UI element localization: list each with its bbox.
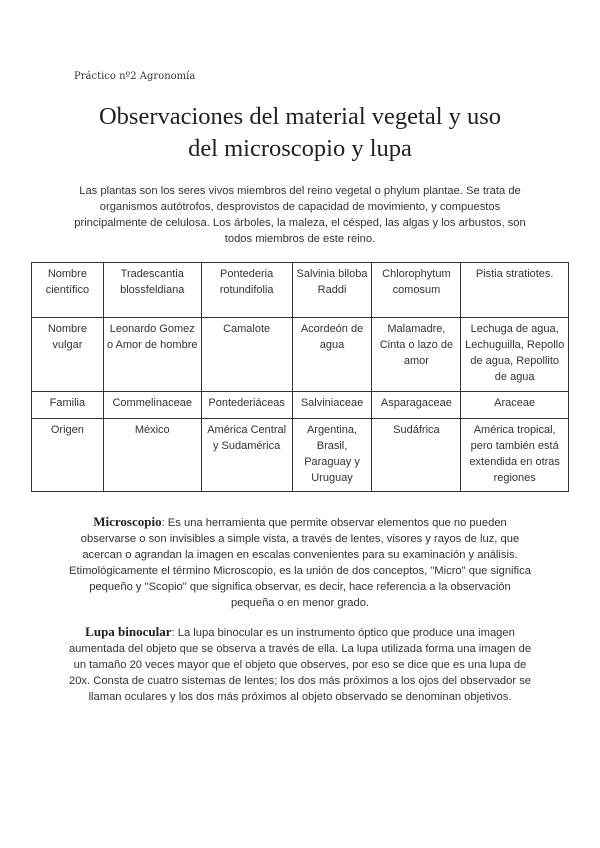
table-cell: Araceae — [461, 392, 569, 419]
table-cell: Pistia stratiotes. — [461, 263, 569, 318]
row-label: Origen — [32, 419, 104, 492]
table-cell: Asparagaceae — [372, 392, 461, 419]
magnifier-paragraph — [68, 624, 532, 705]
page-header: Práctico nº2 Agronomía — [74, 71, 196, 82]
table-cell: Camalote — [201, 318, 292, 392]
title-line-1: Observaciones del material vegetal y uso — [98, 103, 502, 130]
species-table — [31, 262, 569, 492]
row-label: Familia — [32, 392, 104, 419]
microscope-term: Microscopio — [93, 514, 162, 529]
table-cell: Chlorophytum comosum — [372, 263, 461, 318]
magnifier-text: : La lupa binocular es un instrumento óptico que produce una imagen aumentada del objeto que se observa a través de ella. La lupa utilizada forma una imagen de un tamaño 20 veces mayor que el objeto que observes, por eso se dice que es una lupa de 20x. Consta de cuatro sistemas de lentes; los dos más próximos a los ojos del observador se llaman oculares y los dos más próximos al objeto observado se denominan objetivos. — [68, 627, 532, 703]
title-line-2: del microscopio y lupa — [188, 135, 412, 162]
microscope-text: : Es una herramienta que permite observar elementos que no pueden observarse o son invisibles a simple vista, a través de lentes, visores y rayos de luz, que acercan o agrandan la imagen en escalas convenientes para su examinación y análisis. Etimológicamente el término Microscopio, es la unión de dos conceptos, "Micro" que significa pequeño y "Scopio" que significa observar, es decir, hace referencia a la observación pequeña o en menor grado. — [69, 517, 531, 609]
table-cell: Acordeón de agua — [292, 318, 372, 392]
table-cell: Malamadre, Cinta o lazo de amor — [372, 318, 461, 392]
table-cell: Commelinaceae — [103, 392, 201, 419]
table-row-family — [32, 392, 569, 419]
table-cell: México — [103, 419, 201, 492]
magnifier-term: Lupa binocular — [85, 624, 172, 639]
table-cell: América tropical, pero también está extendida en otras regiones — [461, 419, 569, 492]
table-cell: Leonardo Gomez o Amor de hombre — [103, 318, 201, 392]
table-cell: Salvinia biloba Raddi — [292, 263, 372, 318]
intro-paragraph: Las plantas son los seres vivos miembros del reino vegetal o phylum plantae. Se trata de organismos autótrofos, desprovistos de capacidad de movimiento, y compuestos principalmente de celulosa. Los árboles, la maleza, el césped, las algas y los arbustos, son todos miembros de este reino. — [74, 185, 526, 245]
table-cell: Argentina, Brasil, Paraguay y Uruguay — [292, 419, 372, 492]
table-cell: Sudáfrica — [372, 419, 461, 492]
table-cell: Lechuga de agua, Lechuguilla, Repollo de agua, Repollito de agua — [461, 318, 569, 392]
table-row-common-name — [32, 318, 569, 392]
table-cell: América Central y Sudamérica — [201, 419, 292, 492]
table-cell: Tradescantia blossfeldiana — [103, 263, 201, 318]
microscope-paragraph — [68, 514, 532, 611]
table-row-scientific-name — [32, 263, 569, 318]
row-label: Nombre científico — [32, 263, 104, 318]
table-cell: Pontederia rotundifolia — [201, 263, 292, 318]
page-title — [40, 101, 560, 165]
table-cell: Salviniaceae — [292, 392, 372, 419]
table-cell: Pontederiáceas — [201, 392, 292, 419]
row-label: Nombre vulgar — [32, 318, 104, 392]
table-row-origin — [32, 419, 569, 492]
